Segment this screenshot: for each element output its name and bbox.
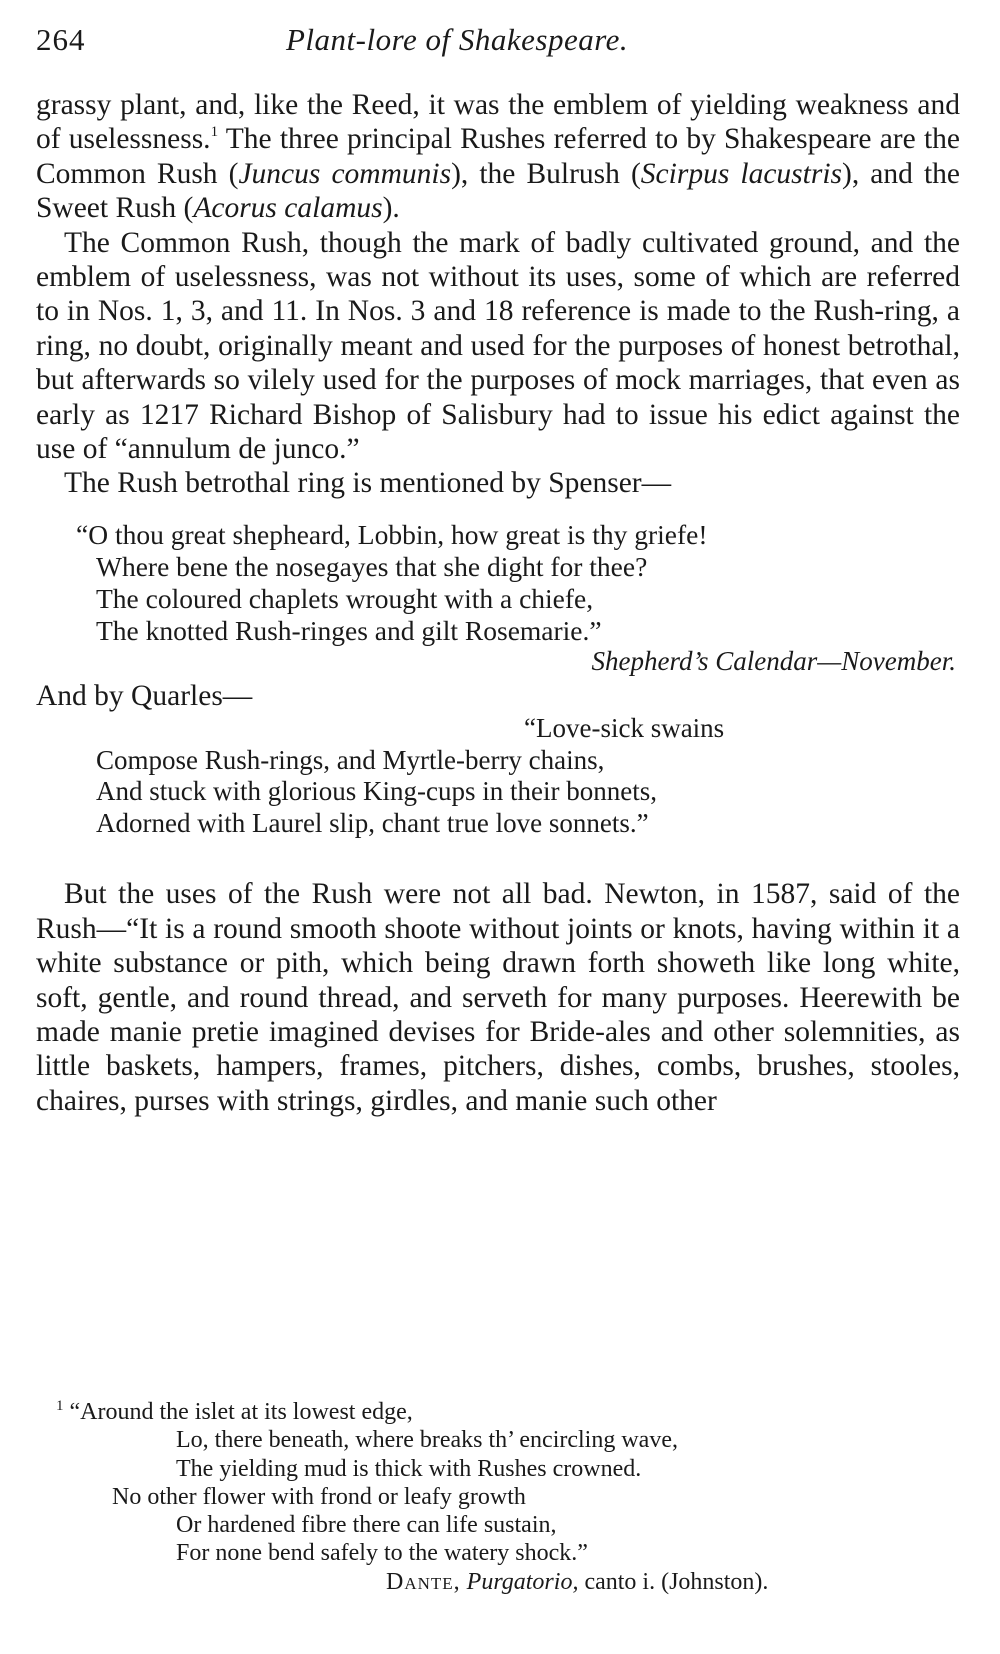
poem-line: And stuck with glorious King-cups in their bonnets, [96,776,657,807]
spenser-quotation [36,519,960,647]
poem-line: The knotted Rush-ringes and gilt Rosemarie.” [96,614,602,646]
page-header [36,18,960,62]
running-title: Plant-lore of Shakespeare. [286,22,629,57]
footnote-line-text: “Around the islet at its lowest edge, [69,1399,413,1425]
para1-text-a: grassy plant, and, like the Reed, it was the emblem of yielding weakness and of uselessness. [36,89,960,156]
para1-text-d: ), and the Sweet Rush ( [36,157,960,225]
footnote-attribution [56,1568,936,1596]
footnote-reference[interactable]: 1 [210,124,219,141]
paragraph-rush-intro [36,88,960,226]
footnote-line: The yielding mud is thick with Rushes crowned. [176,1455,642,1482]
spenser-intro: The Rush betrothal ring is mentioned by Spenser— [64,467,672,500]
poem-line: Adorned with Laurel slip, chant true love sonnets.” [96,807,649,838]
page-number: 264 [36,22,86,57]
latin-name-juncus: Juncus communis [238,157,452,190]
footnote-marker: 1 [56,1398,64,1414]
para1-text-e: ). [382,192,400,225]
paragraph-rush-uses: But the uses of the Rush were not all bad. Newton, in 1587, said of the Rush—“It is a round smooth shoote without joints or knots, having within it a white substance or pith, which being drawn forth showeth like long white, soft, gentle, and round thread, and serveth for many purposes. Heerewith be made manie pretie imagined devises for Bride-ales and other solemnities, as little baskets, hampers, frames, pitchers, dishes, combs, brushes, stooles, chaires, purses with strings, girdles, and manie such other [36,878,960,1117]
poem-line: “O thou great shepheard, Lobbin, how great is thy griefe! [76,518,708,550]
footnote [56,1392,936,1596]
footnote-line: For none bend safely to the watery shock.” [176,1540,588,1567]
footnote-author: Dante, [386,1568,461,1595]
poem-line: The coloured chaplets wrought with a chiefe, [96,582,594,614]
poem-line: “Love-sick swains [524,713,725,744]
footnote-citation: canto i. (Johnston). [578,1568,769,1595]
latin-name-acorus: Acorus calamus [193,192,383,225]
quarles-quotation [36,713,960,839]
para1-text-c: ), the Bulrush ( [451,157,641,190]
spenser-attribution: Shepherd’s Calendar—November. [591,645,956,676]
page-body [36,88,960,1118]
para1-text-b: The three principal Rushes referred to by Shakespeare are the Common Rush ( [36,123,960,190]
paragraph-common-rush: The Common Rush, though the mark of badly cultivated ground, and the emblem of uselessness, was not without its uses, some of which are referred to in Nos. 1, 3, and 11. In Nos. 3 and 18 reference is made to the Rush-ring, a ring, no doubt, originally meant and used for the purposes of honest betrothal, but afterwards so vilely used for the purposes of mock marriages, that even as early as 1217 Richard Bishop of Salisbury had to issue his edict against the use of “annulum de junco.” [36,226,960,466]
footnote-line [56,1392,936,1426]
footnote-line: No other flower with frond or leafy growth [112,1483,526,1510]
poem-line: Compose Rush-rings, and Myrtle-berry chains, [96,744,605,775]
footnote-line: Or hardened fibre there can life sustain, [176,1512,557,1539]
footnote-line: Lo, there beneath, where breaks th’ encircling wave, [176,1427,678,1454]
poem-line: Where bene the nosegayes that she dight for thee? [96,550,648,582]
latin-name-scirpus: Scirpus lacustris [640,157,842,190]
quarles-intro: And by Quarles— [36,679,253,712]
footnote-work: Purgatorio, [466,1568,579,1595]
